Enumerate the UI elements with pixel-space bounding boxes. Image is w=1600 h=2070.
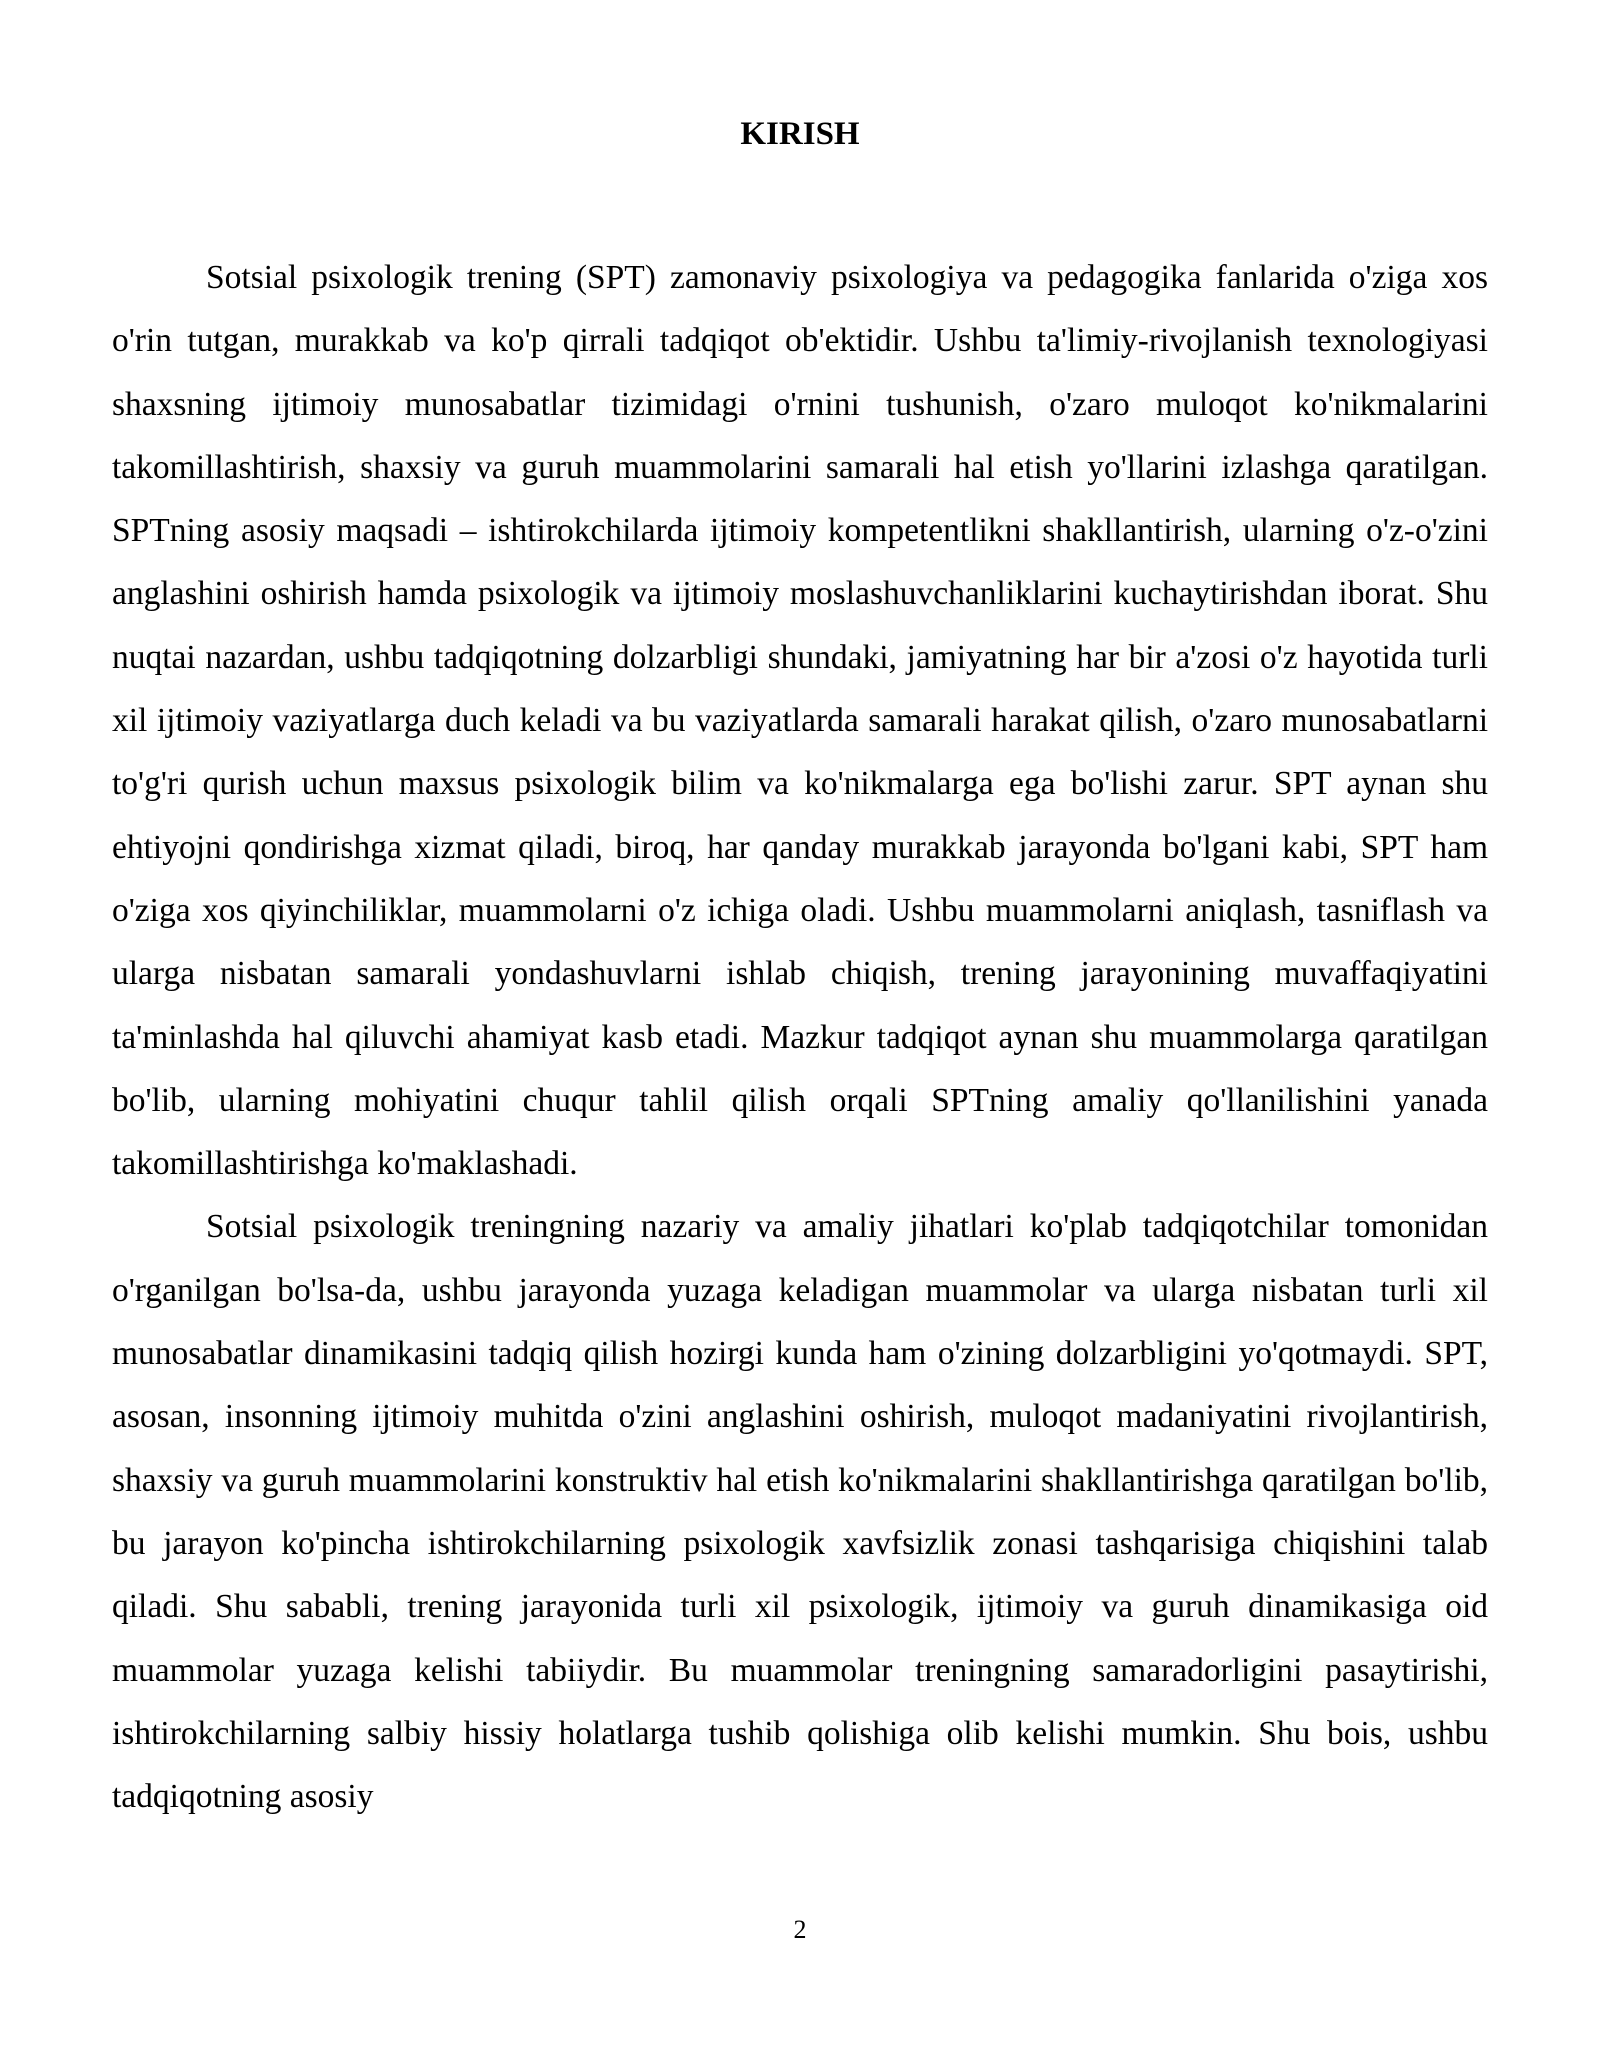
page-number: 2 [793,1915,807,1944]
page-title: KIRISH [740,116,860,152]
paragraph-1: Sotsial psixologik trening (SPT) zamonaviy psixologiya va pedagogika fanlarida o'ziga xos o'rin tutgan, murakkab va ko'p qirrali tadqiqot ob'ektidir. Ushbu ta'limiy-rivojlanish texnologiyasi shaxsning ijtimoiy munosabatlar tizimidagi o'rnini tushunish, o'zaro muloqot ko'nikmalarini takomillashtirish, shaxsiy va guruh muammolarini samarali hal etish yo'llarini izlashga qaratilgan. SPTning asosiy maqsadi – ishtirokchilarda ijtimoiy kompetentlikni shakllantirish, ularning o'z-o'zini anglashini oshirish hamda psixologik va ijtimoiy moslashuvchanliklarini kuchaytirishdan iborat. Shu nuqtai nazardan, ushbu tadqiqotning dolzarbligi shundaki, jamiyatning har bir a'zosi o'z hayotida turli xil ijtimoiy vaziyatlarga duch keladi va bu vaziyatlarda samarali harakat qilish, o'zaro munosabatlarni to'g'ri qurish uchun maxsus psixologik bilim va ko'nikmalarga ega bo'lishi zarur. SPT aynan shu ehtiyojni qondirishga xizmat qiladi, biroq, har qanday murakkab jarayonda bo'lgani kabi, SPT ham o'ziga xos qiyinchiliklar, muammolarni o'z ichiga oladi. Ushbu muammolarni aniqlash, tasniflash va ularga nisbatan samarali yondashuvlarni ishlab chiqish, trening jarayonining muvaffaqiyatini ta'minlashda hal qiluvchi ahamiyat kasb etadi. Mazkur tadqiqot aynan shu muammolarga qaratilgan bo'lib, ularning mohiyatini chuqur tahlil qilish orqali SPTning amaliy qo'llanilishini yanada takomillashtirishga ko'maklashadi. [112,259,1488,1183]
paragraph-2: Sotsial psixologik treningning nazariy va amaliy jihatlari ko'plab tadqiqotchilar tomonidan o'rganilgan bo'lsa-da, ushbu jarayonda yuzaga keladigan muammolar va ularga nisbatan turli xil munosabatlar dinamikasini tadqiq qilish hozirgi kunda ham o'zining dolzarbligini yo'qotmaydi. SPT, asosan, insonning ijtimoiy muhitda o'zini anglashini oshirish, muloqot madaniyatini rivojlantirish, shaxsiy va guruh muammolarini konstruktiv hal etish ko'nikmalarini shakllantirishga qaratilgan bo'lib, bu jarayon ko'pincha ishtirokchilarning psixologik xavfsizlik zonasi tashqarisiga chiqishini talab qiladi. Shu sababli, trening jarayonida turli xil psixologik, ijtimoiy va guruh dinamikasiga oid muammolar yuzaga kelishi tabiiydir. Bu muammolar treningning samaradorligini pasaytirishi, ishtirokchilarning salbiy hissiy holatlarga tushib qolishiga olib kelishi mumkin. Shu bois, ushbu tadqiqotning asosiy [112,1208,1488,1816]
body-text [112,246,1488,1828]
